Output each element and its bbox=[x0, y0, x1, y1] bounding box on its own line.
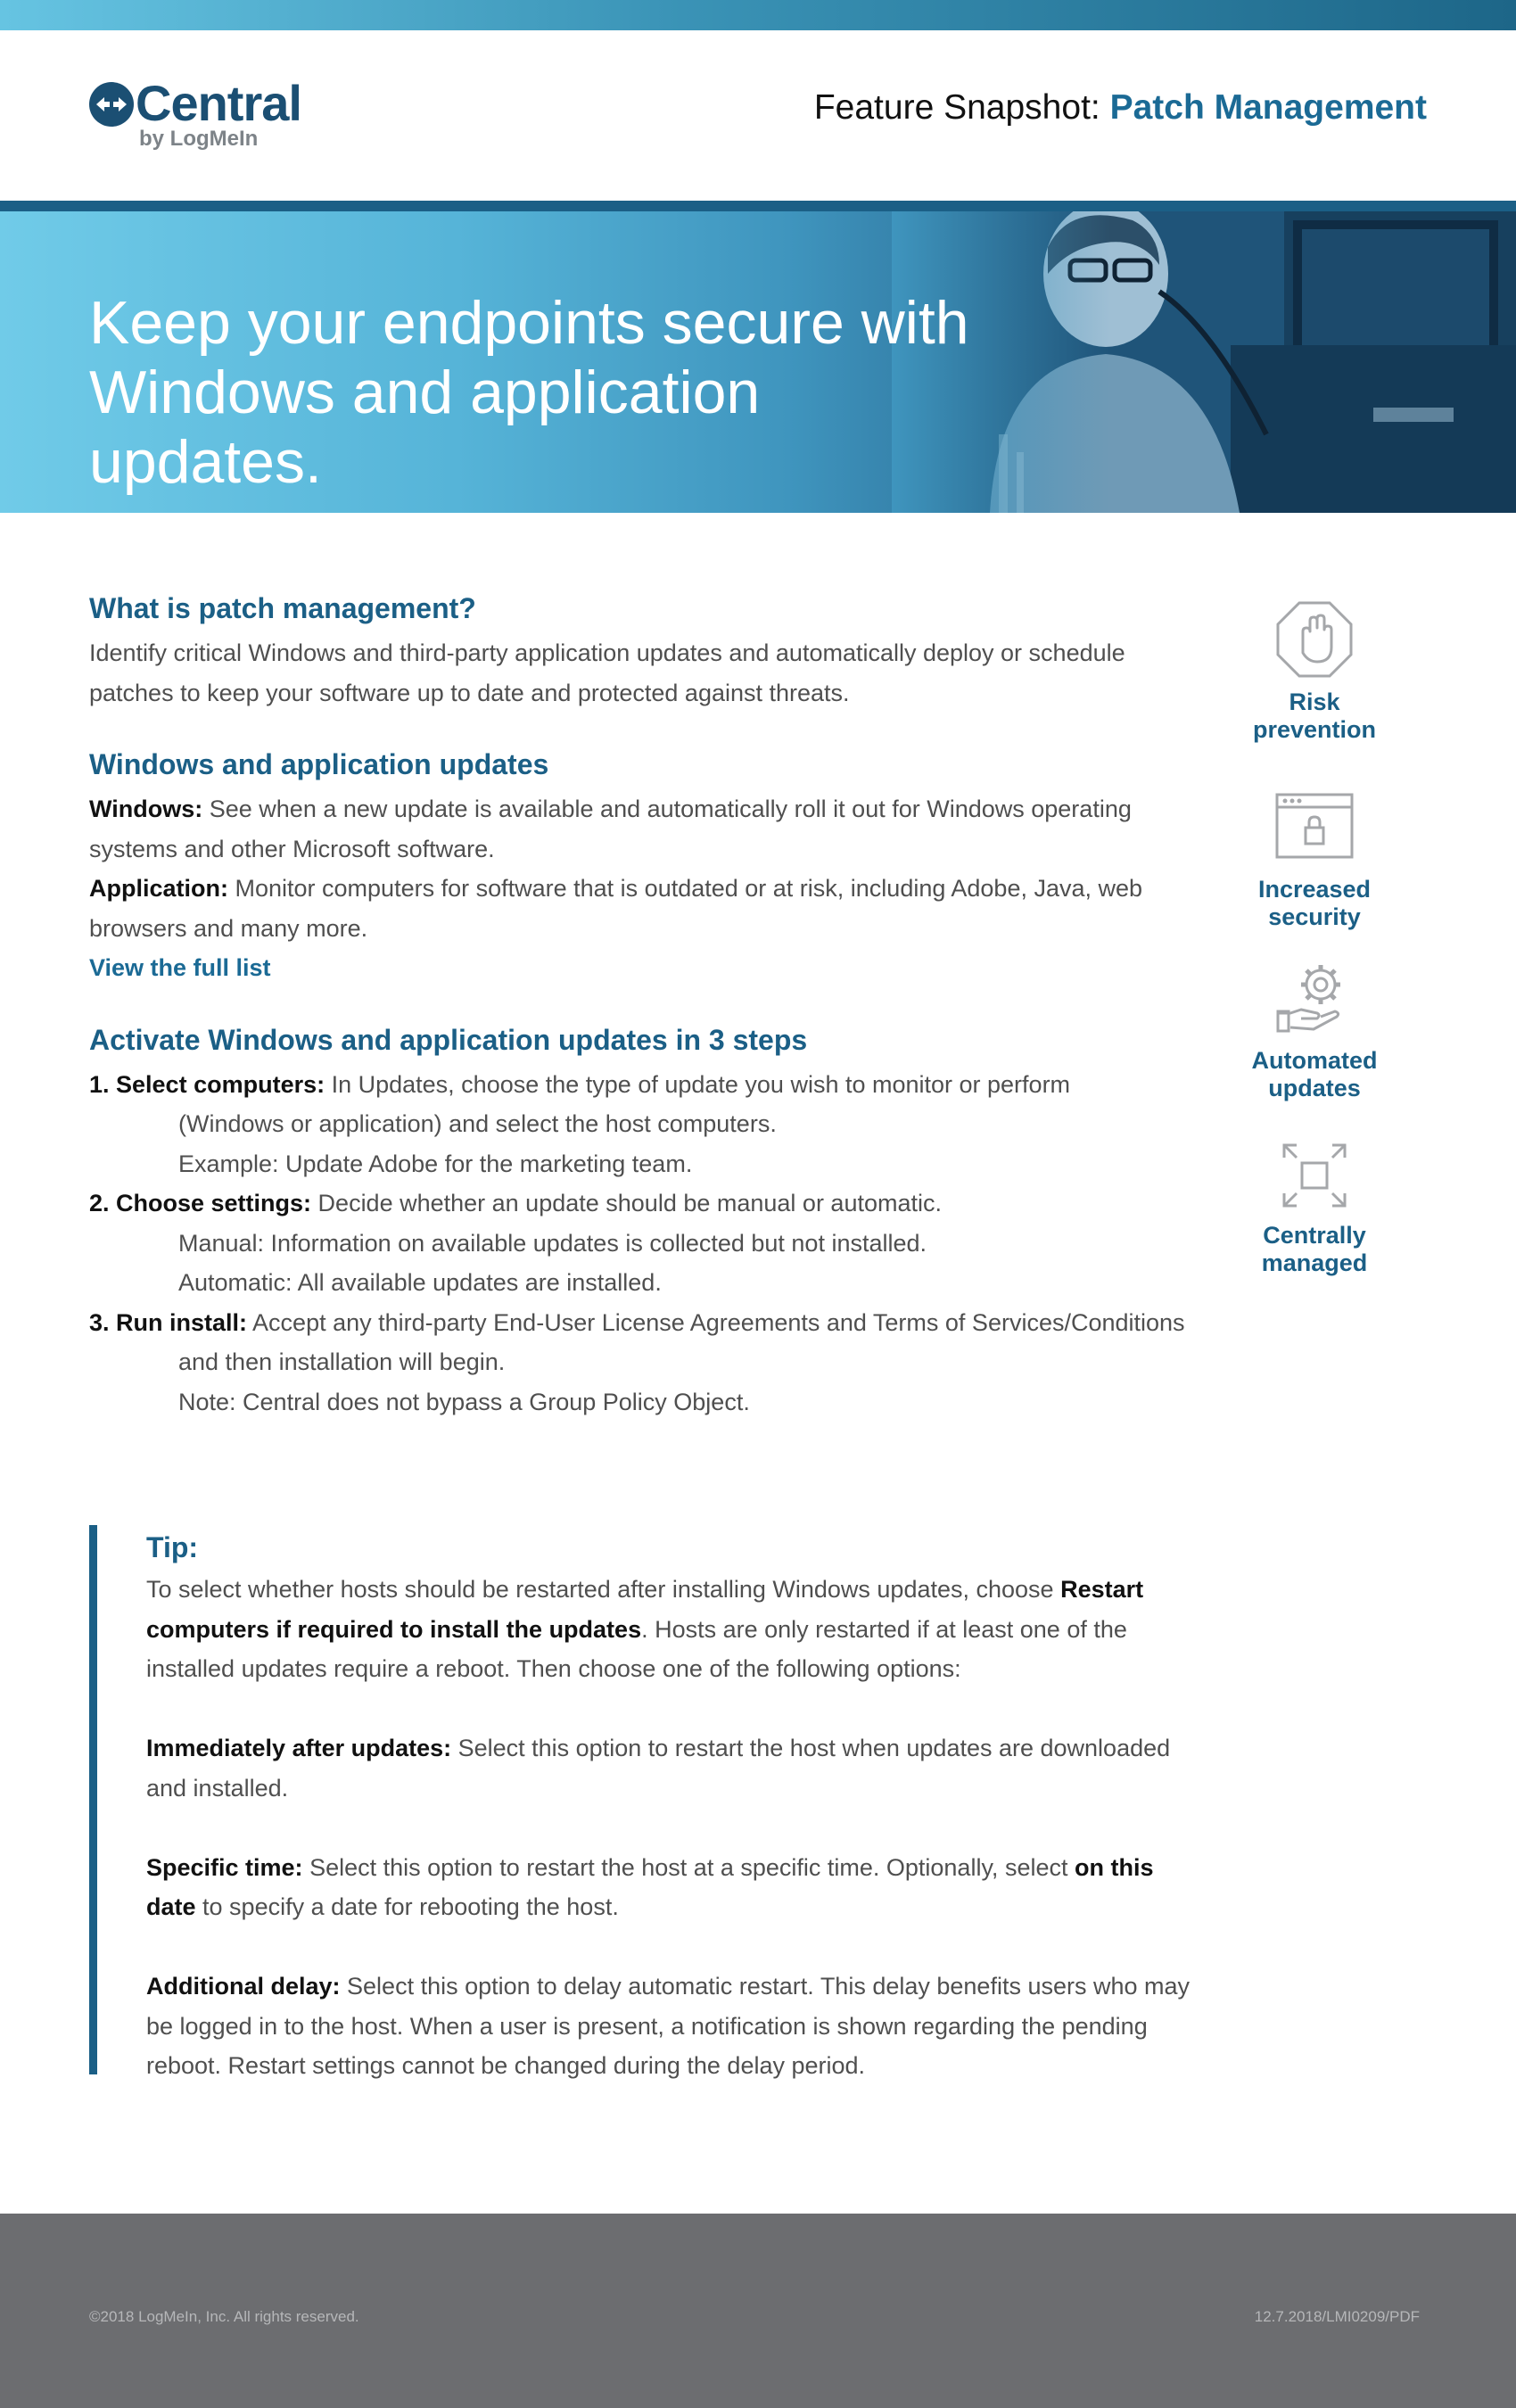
tip-text: Select this option to restart the host when updates are downloaded bbox=[451, 1735, 1171, 1761]
step-3-detail: and then installation will begin. bbox=[178, 1348, 506, 1375]
feature-label bbox=[1207, 876, 1421, 931]
feature-label-line: managed bbox=[1261, 1249, 1368, 1276]
section-title-what-is: What is patch management? bbox=[89, 592, 476, 624]
tip-bold: computers if required to install the updates bbox=[146, 1615, 642, 1643]
expand-arrows-icon bbox=[1281, 1142, 1348, 1209]
feature-label-line: Risk bbox=[1289, 689, 1340, 715]
windows-paragraph bbox=[89, 789, 1195, 948]
tip-option-specific-time: Specific time: bbox=[146, 1853, 303, 1881]
hero-title bbox=[89, 288, 981, 497]
feature-label-line: security bbox=[1268, 903, 1361, 930]
step-3 bbox=[89, 1303, 1195, 1343]
snapshot-topic: Patch Management bbox=[1109, 88, 1427, 127]
windows-label: Windows: bbox=[89, 796, 203, 822]
feature-centrally-managed bbox=[1207, 1142, 1421, 1277]
section-title-steps: Activate Windows and application updates in 3 steps bbox=[89, 1023, 808, 1056]
tip-text: and installed. bbox=[146, 1774, 289, 1802]
tip-text: Select this option to restart the host at a specific time. Optionally, select bbox=[302, 1853, 1075, 1881]
hero-banner bbox=[0, 211, 1516, 513]
application-text: Monitor computers for software that is outdated or at risk, including Adobe, Java, web bbox=[228, 875, 1143, 902]
tip-text: reboot. Restart settings cannot be changed during the delay period. bbox=[146, 2052, 866, 2079]
feature-increased-security bbox=[1207, 792, 1421, 931]
feature-label bbox=[1207, 1047, 1421, 1102]
what-is-paragraph bbox=[89, 633, 1195, 713]
central-logo[interactable] bbox=[89, 75, 321, 159]
feature-risk-prevention bbox=[1207, 599, 1421, 744]
browser-lock-icon bbox=[1274, 792, 1355, 860]
feature-label bbox=[1207, 1222, 1421, 1277]
hero-photo-person-at-desk bbox=[892, 211, 1516, 513]
snapshot-prefix: Feature Snapshot: bbox=[813, 88, 1110, 127]
top-gradient-strip bbox=[0, 0, 1516, 30]
tip-text: be logged in to the host. When a user is present, a notification is shown regarding the pending bbox=[146, 2012, 1148, 2040]
tip-bold: date bbox=[146, 1893, 196, 1920]
step-2 bbox=[89, 1183, 1195, 1224]
hero-title-line2: Windows and application updates. bbox=[89, 359, 761, 496]
stop-hand-icon bbox=[1274, 599, 1355, 680]
feature-label bbox=[1207, 689, 1421, 744]
tip-text: To select whether hosts should be restarted after installing Windows updates, choose bbox=[146, 1576, 1061, 1603]
step-1-text: In Updates, choose the type of update you wish to monitor or perform bbox=[325, 1070, 1071, 1098]
tip-callout bbox=[89, 1525, 1195, 2079]
step-3-label: 3. Run install: bbox=[89, 1308, 248, 1336]
logo-byline: by LogMeIn bbox=[139, 127, 259, 151]
application-label: Application: bbox=[89, 875, 228, 902]
tip-text: Select this option to delay automatic restart. This delay benefits users who may bbox=[340, 1973, 1191, 2000]
tip-bold: Restart bbox=[1060, 1576, 1144, 1603]
footer-copyright: ©2018 LogMeIn, Inc. All rights reserved. bbox=[89, 2308, 359, 2325]
feature-label-line: Increased bbox=[1257, 876, 1372, 903]
tip-title: Tip: bbox=[146, 1531, 199, 1563]
tip-text: . Hosts are only restarted if at least one of the bbox=[641, 1615, 1127, 1643]
hand-gear-icon bbox=[1274, 960, 1355, 1035]
step-2-manual: Manual: Information on available updates is collected but not installed. bbox=[178, 1229, 927, 1257]
tip-text: installed updates require a reboot. Then choose one of the following options: bbox=[146, 1655, 961, 1682]
paragraph-line: patches to keep your software up to date and protected against threats. bbox=[89, 679, 850, 706]
feature-label-line: prevention bbox=[1252, 716, 1377, 743]
tip-option-immediately: Immediately after updates: bbox=[146, 1735, 452, 1761]
steps-list bbox=[89, 1065, 1195, 1423]
windows-text: See when a new update is available and automatically roll it out for Windows operating bbox=[202, 796, 1132, 822]
footer-doc-code: 12.7.2018/LMI0209/PDF bbox=[1254, 2308, 1420, 2325]
feature-label-line: Centrally bbox=[1263, 1222, 1366, 1249]
step-1-example: Example: Update Adobe for the marketing team. bbox=[178, 1150, 693, 1177]
tip-body bbox=[146, 1570, 1199, 2086]
hero-title-line1: Keep your endpoints secure with bbox=[89, 289, 969, 357]
hero-rule bbox=[0, 201, 1516, 211]
step-3-note: Note: Central does not bypass a Group Policy Object. bbox=[178, 1388, 750, 1415]
feature-automated-updates bbox=[1207, 960, 1421, 1102]
central-logo-icon bbox=[89, 82, 134, 127]
feature-label-line: updates bbox=[1268, 1075, 1361, 1101]
logo-wordmark: Central bbox=[136, 75, 301, 131]
step-2-text: Decide whether an update should be manual or automatic. bbox=[311, 1190, 942, 1216]
footer bbox=[0, 2214, 1516, 2408]
tip-accent-bar bbox=[89, 1525, 97, 2074]
step-2-automatic: Automatic: All available updates are installed. bbox=[178, 1269, 662, 1296]
step-1 bbox=[89, 1065, 1195, 1105]
view-full-list-link[interactable]: View the full list bbox=[89, 954, 271, 981]
application-text-cont: browsers and many more. bbox=[89, 914, 368, 942]
step-1-label: 1. Select computers: bbox=[89, 1070, 325, 1098]
step-1-detail: (Windows or application) and select the host computers. bbox=[178, 1110, 777, 1137]
section-title-updates: Windows and application updates bbox=[89, 748, 549, 780]
feature-snapshot-heading bbox=[814, 86, 1427, 130]
tip-text: to specify a date for rebooting the host. bbox=[195, 1893, 619, 1920]
tip-option-additional-delay: Additional delay: bbox=[146, 1973, 341, 2000]
main-content bbox=[89, 583, 1195, 1422]
paragraph-line: Identify critical Windows and third-party application updates and automatically deploy or schedule bbox=[89, 639, 1125, 666]
windows-text-cont: systems and other Microsoft software. bbox=[89, 835, 495, 862]
tip-bold: on this bbox=[1074, 1853, 1154, 1881]
step-2-label: 2. Choose settings: bbox=[89, 1190, 312, 1216]
feature-label-line: Automated bbox=[1251, 1047, 1378, 1074]
step-3-text: Accept any third-party End-User License Agreements and Terms of Services/Conditions bbox=[247, 1308, 1185, 1336]
